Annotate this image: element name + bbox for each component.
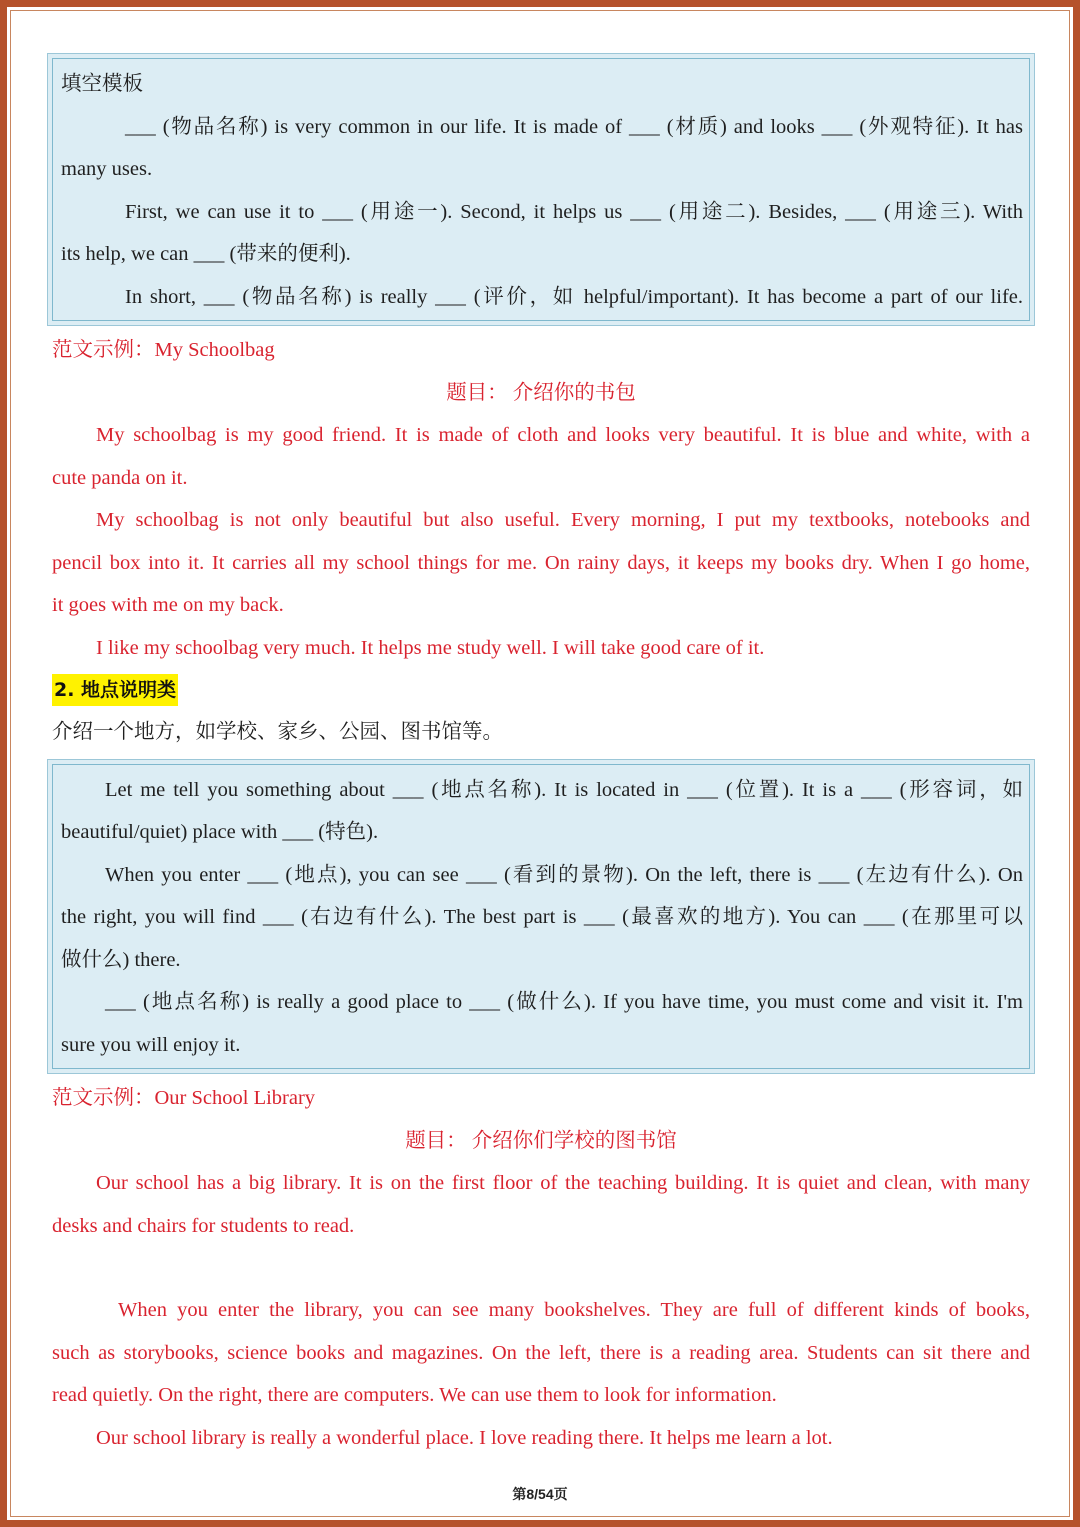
section-heading: 2. 地点说明类 [52,674,178,706]
template-line: In short, ___ (物品名称) is really ___ (评价，如 helpful/important). It has become a part of our life. [125,285,1023,308]
template-box-place [52,764,1030,1070]
example-line: Our school library is really a wonderful place. I love reading there. It helps me learn a lot. [96,1426,833,1449]
template-line: When you enter ___ (地点), you can see ___ (看到的景物). On the left, there is ___ (左边有什么). On [105,863,1023,886]
example-line: read quietly. On the right, there are computers. We can use them to look for information. [52,1384,777,1406]
example-line: I like my schoolbag very much. It helps me study well. I will take good care of it. [96,636,765,659]
template-box-item [52,58,1030,321]
example-line: cute panda on it. [52,466,188,489]
example-title: 题目： 介绍你们学校的图书馆 [405,1129,677,1152]
example-label: 范文示例：My Schoolbag [52,339,275,361]
template-line: First, we can use it to ___ (用途一). Second, it helps us ___ (用途二). Besides, ___ (用途三). With [125,200,1023,223]
template-line: beautiful/quiet) place with ___ (特色). [61,821,379,843]
template-line: ___ (物品名称) is very common in our life. It is made of ___ (材质) and looks ___ (外观特征). It has [125,115,1023,138]
template-line: sure you will enjoy it. [61,1033,241,1056]
template-line: ___ (地点名称) is really a good place to ___ (做什么). If you have time, you must come and visit it. I'm [105,991,1023,1013]
page-number: 第8/54页 [512,1486,568,1502]
example-line: such as storybooks, science books and magazines. On the left, there is a reading area. Students can sit there and [52,1341,1030,1364]
template-line: its help, we can ___ (带来的便利). [61,243,351,265]
example-label: 范文示例：Our School Library [52,1087,316,1109]
template-line: many uses. [61,158,153,180]
example-line: Our school has a big library. It is on the first floor of the teaching building. It is quiet and clean, with many [96,1172,1030,1194]
example-line: pencil box into it. It carries all my school things for me. On rainy days, it keeps my books dry. When I go home, [52,551,1030,574]
example-title: 题目： 介绍你的书包 [446,381,636,404]
template-line: Let me tell you something about ___ (地点名称). It is located in ___ (位置). It is a ___ (形容词，如 [105,778,1023,801]
example-line: When you enter the library, you can see many bookshelves. They are full of different kinds of books, [118,1299,1030,1321]
example-line: My schoolbag is not only beautiful but also useful. Every morning, I put my textbooks, notebooks and [96,509,1030,531]
section-intro: 介绍一个地方，如学校、家乡、公园、图书馆等。 [52,721,503,743]
template-line: 做什么) there. [61,948,181,971]
template-line: the right, you will find ___ (右边有什么). The best part is ___ (最喜欢的地方). You can ___ (在那里可以 [61,906,1023,928]
example-line: desks and chairs for students to read. [52,1214,355,1237]
template-title: 填空模板 [61,73,143,95]
example-line: My schoolbag is my good friend. It is made of cloth and looks very beautiful. It is blue and white, with a [96,424,1030,446]
page-content [52,52,1030,1459]
example-line: it goes with me on my back. [52,594,284,616]
